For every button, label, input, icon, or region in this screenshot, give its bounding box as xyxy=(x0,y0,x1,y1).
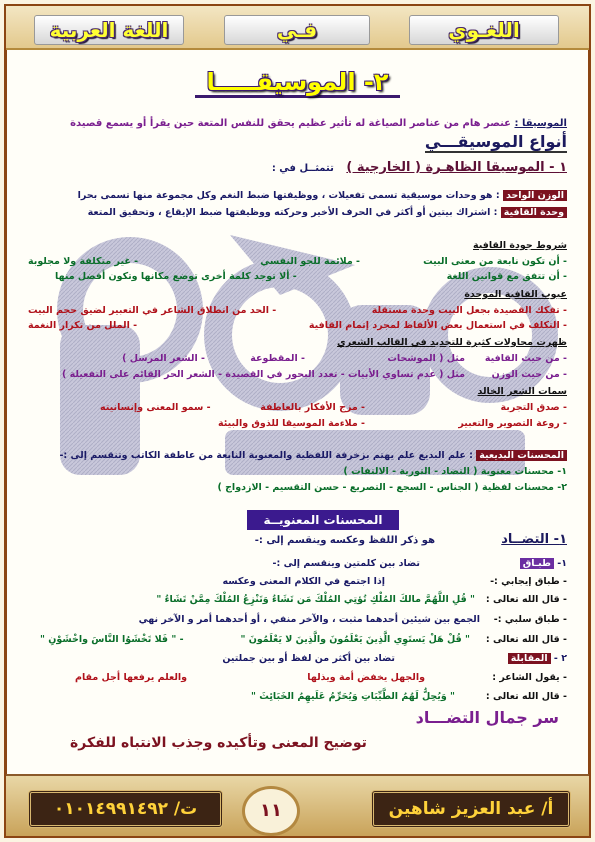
salbi-definition: الجمع بين شيئين أحدهما مثبت ، والآخر منفي ، أو أحدهما أمر و الآخر نهي xyxy=(138,614,480,625)
badii-line: المحسنات البديعية : علم البديع علم يهتم بزخرفة اللفظية والمعنوية النابعة من عاطفة الكاتب وتنقسم إلى :- xyxy=(59,450,567,461)
quality-item: - ألا توجد كلمة أخرى توضع مكانها وتكون أفضل منها xyxy=(55,271,297,282)
salbi-label: - طباق سلبي :- xyxy=(493,614,567,625)
good-poetry-item: - صدق التجربة xyxy=(500,402,567,413)
muqabala-definition: تضاد بين أكثر من لفظ أو بين جملتين xyxy=(222,653,395,664)
muqabala-line: ٢ - المقابلة xyxy=(508,653,567,664)
renewal-item: - المقطوعة xyxy=(250,353,305,364)
tadad-definition: هو ذكر اللفظ وعكسه وينقسم إلى :- xyxy=(254,535,435,546)
defect-item: - الحد من انطلاق الشاعر في التعبير لضيق حجم البيت xyxy=(28,305,277,316)
ijabi-definition: إذا اجتمع في الكلام المعنى وعكسه xyxy=(222,576,385,587)
header-title-right: اللغـوي xyxy=(409,15,559,45)
wazn-line: الوزن الواحد : هو وحدات موسيقية تسمى تفعيلات ، ووظيفتها ضبط النغم وكل مجموعة منها تسمى بحرا xyxy=(78,190,567,201)
defect-item: - الملل من تكرار النغمة xyxy=(28,320,138,331)
renewal-item: مثل ( عدم تساوي الأبيات - تعدد البحور في القصيدة - الشعر الحر القائم على التفعيلة ) xyxy=(61,369,465,380)
conclusion-text: توضيح المعنى وتأكيده وجذب الانتباه للفكرة xyxy=(70,735,367,751)
quran-label: - قال الله تعالى : xyxy=(485,594,567,605)
external-music-heading: ١ - الموسيقا الظاهـرة ( الخارجية ) تتمثــل في : xyxy=(271,160,567,175)
quality-item: - ملائمة للجو النفسي xyxy=(260,256,360,267)
good-poetry-heading: سمات الشعر الخالد xyxy=(477,386,567,397)
phone-number: ت/ ٠١٠١٤٩٩١٤٩٢ xyxy=(28,790,223,828)
renewal-heading: ظهرت محاولات كثيرة للتجديد في القالب الشعري xyxy=(336,337,567,348)
page-header xyxy=(6,6,589,50)
tibaq-line: ١- طبـاق xyxy=(520,558,567,569)
renewal-item: - من حيث الوزن xyxy=(491,369,567,380)
page-title: ٢- الموسيقـــــا xyxy=(195,68,400,98)
quality-heading: شروط جودة القافية xyxy=(472,240,567,251)
page-number: ١١ xyxy=(242,786,300,836)
tadad-heading: ١- التضــاد xyxy=(501,532,567,547)
author-name: أ/ عبد العزيز شاهين xyxy=(371,790,571,828)
good-poetry-item: - روعة التصوير والتعبير xyxy=(458,418,567,429)
quran-verse: - " فَلا تَخْشَوُا النَّاسَ واخْشَوْنِ " xyxy=(40,634,184,645)
types-heading: أنواع الموسيقـــي xyxy=(424,132,567,151)
quality-item: - غير متكلفة ولا مجلوبة xyxy=(28,256,139,267)
qafia-line: وحدة القافية : اشتراك بيتين أو أكثر في الحرف الأخير وحركته ووظيفتها ضبط الإيقاع ، وتحقيق المتعة xyxy=(88,207,567,218)
music-definition: الموسيقا : عنصر هام من عناصر الصياغة له تأثير عظيم يحقق للنفس المتعة حين يقرأ أو يسمع قصيدة xyxy=(70,118,567,129)
badii-item: ١- محسنات معنوية ( التضاد - التورية - الالتفات ) xyxy=(343,466,567,477)
quality-item: - أن تكون نابعة من معنى البيت xyxy=(423,256,567,267)
poem-verse: والعلم يرفعها أجل مقام xyxy=(75,672,188,683)
quran-label: - قال الله تعالى : xyxy=(485,634,567,645)
renewal-item: مثل ( الموشحات xyxy=(387,353,465,364)
badii-item: ٢- محسنات لفظية ( الجناس - السجع - التصريع - حسن التقسيم - الازدواج ) xyxy=(217,482,567,493)
secret-heading: سر جمال التضـــاد xyxy=(415,708,559,727)
ijabi-label: - طباق إيجابي :- xyxy=(490,576,567,587)
poet-label: - يقول الشاعر : xyxy=(492,672,567,683)
quran-label: - قال الله تعالى : xyxy=(485,691,567,702)
page-footer xyxy=(6,774,589,836)
quran-verse: " وَيُحِلُّ لَهُمُ الطَّيِّبَاتِ وَيُحَرِّمُ عَلَيهِمُ الخَبَائِثَ " xyxy=(251,691,455,702)
good-poetry-item: - سمو المعنى وإنسانيته xyxy=(100,402,211,413)
muhassinat-heading: المحسنات المعنويــة xyxy=(247,510,399,530)
poem-verse: والجهل يخفض أمة ويذلها xyxy=(307,672,425,683)
header-title-left: اللغة العربية xyxy=(34,15,184,45)
header-title-middle: فـي xyxy=(224,15,370,45)
renewal-item: - من حيث القافية xyxy=(484,353,567,364)
defect-item: - التكلف في استعمال بعض الألفاظ لمجرد إتمام القافية xyxy=(308,320,567,331)
defects-heading: عيوب القافية الموحدة xyxy=(464,289,567,300)
good-poetry-item: - مزج الأفكار بالعاطفة xyxy=(260,402,365,413)
tibaq-definition: تضاد بين كلمتين وينقسم إلى :- xyxy=(272,558,420,569)
quran-verse: " قُلِ اللَّهُمَّ مالكَ المُلْكِ تُؤتِي المُلْكَ مَن تَشَاءُ وَتَنْزِعُ المُلْكَ مِمَّنْ تَشَاءُ " xyxy=(156,594,475,605)
quran-verse: " قُلْ هَلْ يَستَوِي الَّذِينَ يَعْلَمُونَ والَّذِينَ لا يَعْلَمُونَ " xyxy=(240,634,470,645)
good-poetry-item: - ملاءمة الموسيقا للذوق والبيئة xyxy=(218,418,365,429)
defect-item: - تفكك القصيدة بجعل البيت وحدة مستقلة xyxy=(371,305,567,316)
quality-item: - أن تتفق مع قوانين اللغة xyxy=(446,271,567,282)
renewal-item: - الشعر المرسل ) xyxy=(122,353,205,364)
